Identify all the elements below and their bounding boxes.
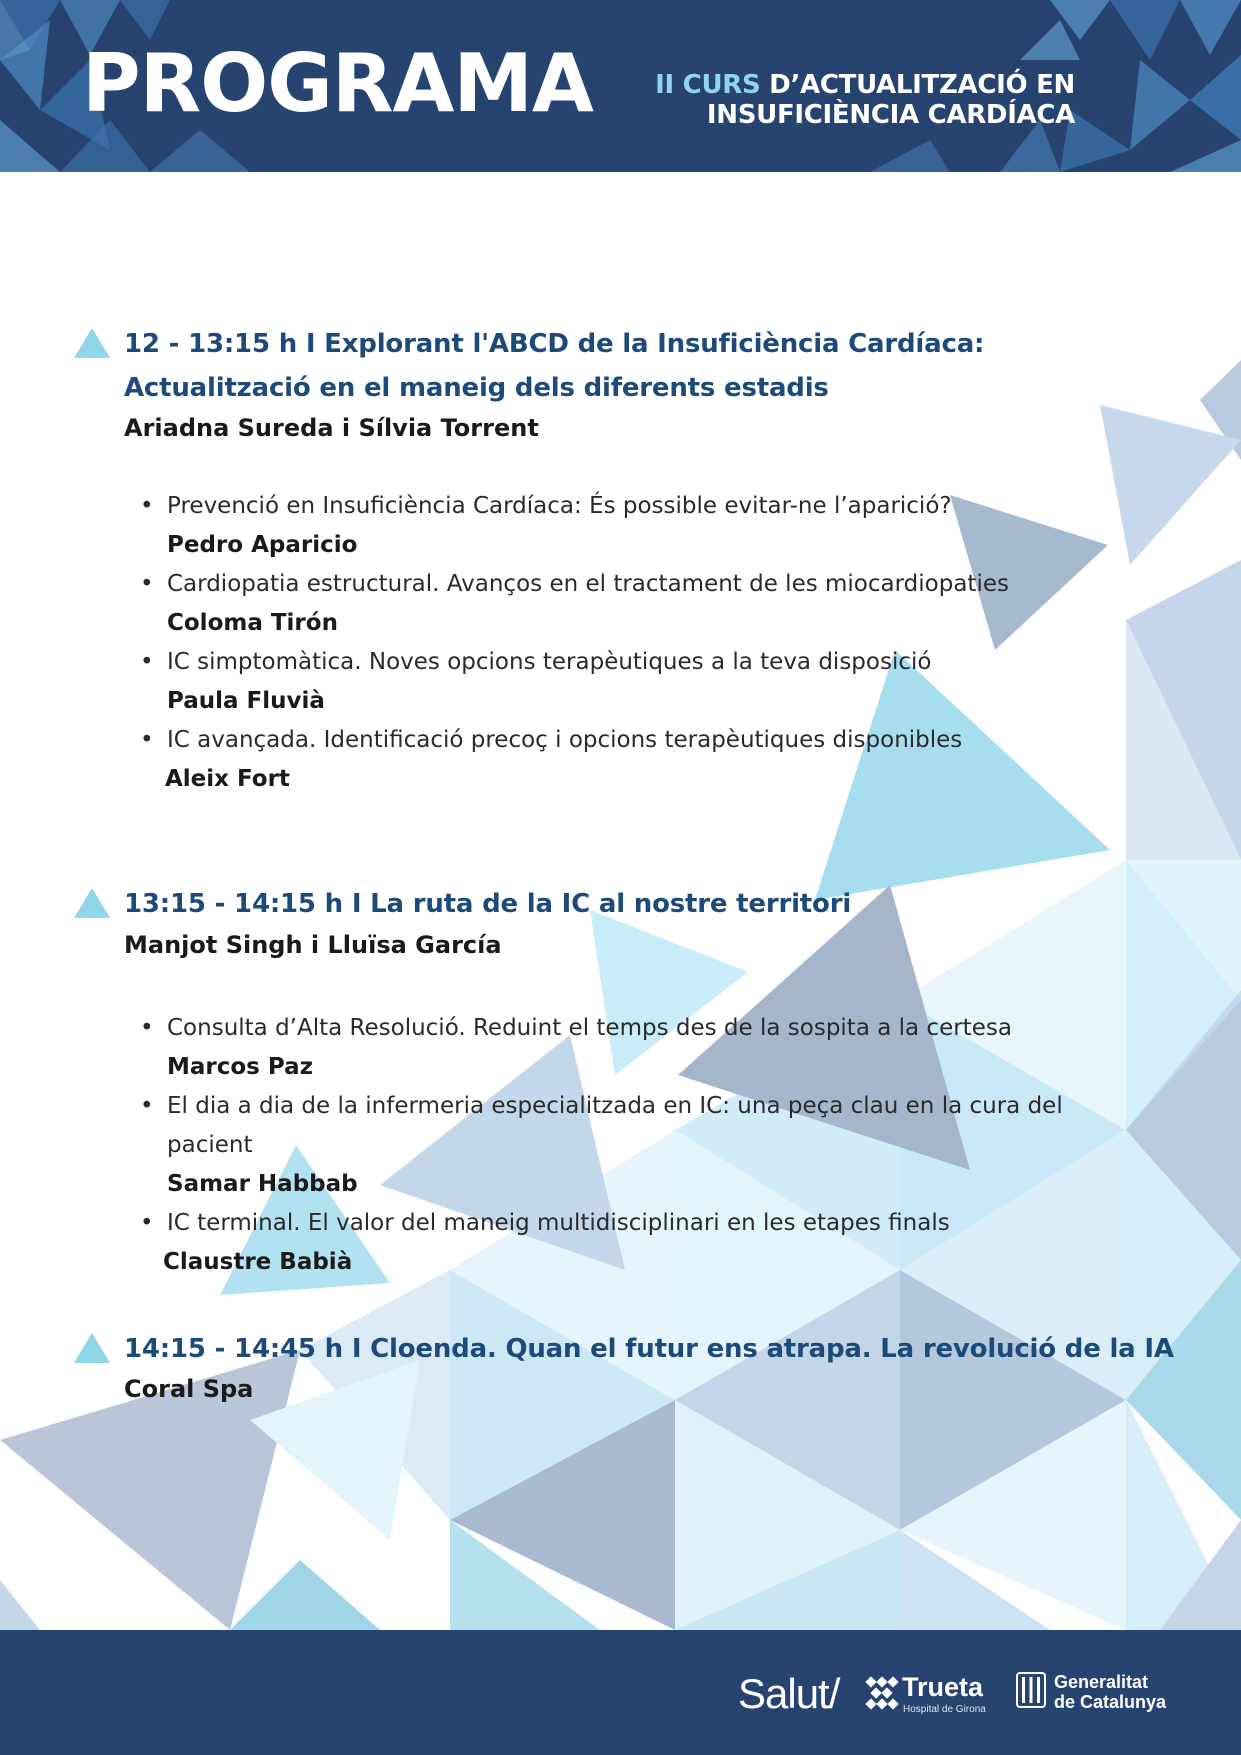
trueta-logo-icon xyxy=(865,1676,899,1710)
bullet-icon: • xyxy=(140,1210,154,1236)
generalitat-logo-text xyxy=(1054,1672,1166,1712)
session-2-title: 13:15 - 14:15 h I La ruta de la IC al nostre territori xyxy=(124,889,852,919)
talk-title: Consulta d’Alta Resolució. Reduint el temps des de la sospita a la certesa xyxy=(167,1015,1012,1041)
talk-2-2-presenter: Samar Habbab xyxy=(167,1171,358,1197)
bullet-icon: • xyxy=(140,493,154,519)
talk-1-3 xyxy=(140,643,932,681)
session-2-speakers: Manjot Singh i Lluïsa García xyxy=(124,931,502,959)
bullet-icon: • xyxy=(140,727,154,753)
talk-2-3-presenter: Claustre Babià xyxy=(163,1249,353,1275)
session-3-speakers: Coral Spa xyxy=(124,1375,254,1403)
generalitat-line2: de Catalunya xyxy=(1054,1692,1167,1712)
talk-title: Cardiopatia estructural. Avanços en el tractament de les miocardiopaties xyxy=(167,571,1009,597)
bullet-icon: • xyxy=(140,1015,154,1041)
session-3-title: 14:15 - 14:45 h I Cloenda. Quan el futur ens atrapa. La revolució de la IA xyxy=(124,1334,1174,1364)
talk-1-2-presenter: Coloma Tirón xyxy=(167,610,338,636)
session-2-marker-icon xyxy=(74,888,110,918)
trueta-logo-text: Trueta xyxy=(902,1672,984,1702)
page-title: PROGRAMA xyxy=(82,37,593,130)
bullet-icon: • xyxy=(140,571,154,597)
talk-2-3 xyxy=(140,1204,950,1242)
talk-2-1 xyxy=(140,1009,1012,1047)
bullet-icon: • xyxy=(140,649,154,675)
talk-1-4-presenter: Aleix Fort xyxy=(165,766,290,792)
talk-title: IC avançada. Identificació precoç i opcions terapèutiques disponibles xyxy=(167,727,963,753)
talk-2-1-presenter: Marcos Paz xyxy=(167,1054,314,1080)
session-1-marker-icon xyxy=(74,328,110,358)
trueta-logo-subtitle: Hospital de Girona xyxy=(903,1704,986,1715)
talk-2-2-continuation: pacient xyxy=(167,1132,253,1158)
course-name-line1: D’ACTUALITZACIÓ EN xyxy=(760,70,1075,100)
session-1-title-line2: Actualització en el maneig dels diferents estadis xyxy=(124,373,829,403)
session-1-title-line1: 12 - 13:15 h I Explorant l'ABCD de la Insuficiència Cardíaca: xyxy=(124,329,985,359)
course-name-line2: INSUFICIÈNCIA CARDÍACA xyxy=(706,100,1075,130)
page-footer xyxy=(0,1630,1241,1755)
talk-title: IC terminal. El valor del maneig multidisciplinari en les etapes finals xyxy=(167,1210,950,1236)
talk-2-2 xyxy=(140,1087,1063,1125)
talk-1-2 xyxy=(140,565,1009,603)
session-3-marker-icon xyxy=(74,1333,110,1363)
course-edition: II CURS xyxy=(655,70,761,100)
salut-logo: Salut/ xyxy=(738,1670,840,1717)
bullet-icon: • xyxy=(140,1093,154,1119)
talk-1-3-presenter: Paula Fluvià xyxy=(167,688,325,714)
talk-title: El dia a dia de la infermeria especialitzada en IC: una peça clau en la cura del xyxy=(167,1093,1063,1119)
talk-1-1-presenter: Pedro Aparicio xyxy=(167,532,358,558)
generalitat-line1: Generalitat xyxy=(1054,1672,1149,1692)
talk-1-4 xyxy=(140,721,963,759)
session-1-speakers: Ariadna Sureda i Sílvia Torrent xyxy=(124,414,539,442)
talk-title: Prevenció en Insuficiència Cardíaca: És possible evitar-ne l’aparició? xyxy=(167,493,952,519)
talk-title: IC simptomàtica. Noves opcions terapèutiques a la teva disposició xyxy=(167,649,932,675)
talk-1-1 xyxy=(140,487,952,525)
generalitat-logo-icon xyxy=(1016,1672,1046,1708)
